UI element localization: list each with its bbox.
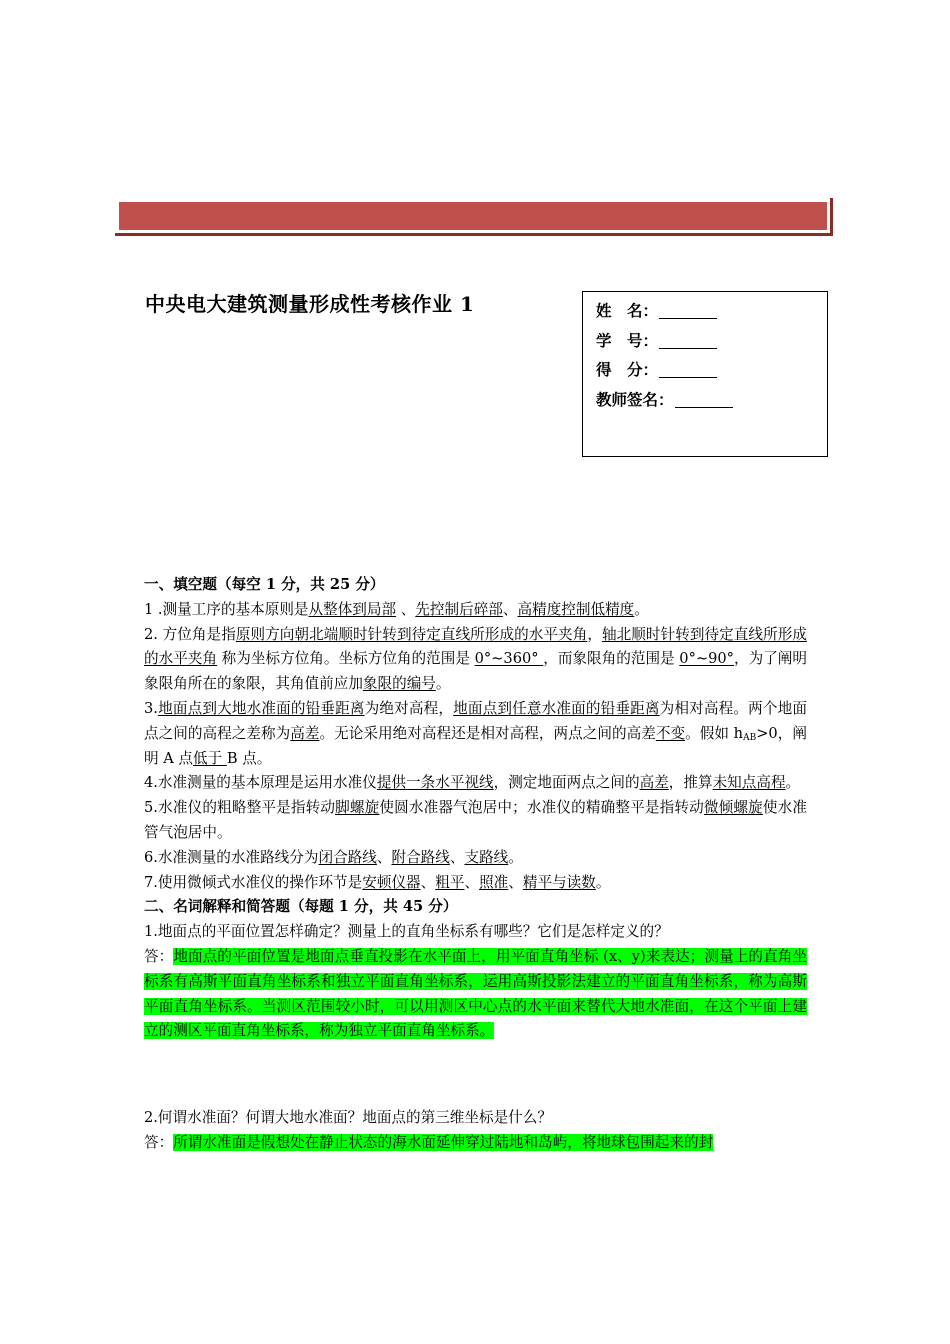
q7-text-e: 、 xyxy=(464,873,480,891)
q4-answer-3: 未知点高程 xyxy=(712,774,786,792)
q2-text-a: 2. 方位角是指 xyxy=(144,625,236,643)
q4-answer-2: 高差 xyxy=(639,774,669,792)
section-1-heading: 一、填空题（每空 1 分，共 25 分） xyxy=(144,576,385,593)
q1-text-a: 1 .测量工序的基本原则是 xyxy=(144,600,309,618)
q7-text-g: 、 xyxy=(508,873,523,891)
answer-2-text: 所谓水准面是假想处在静止状态的海水面延伸穿过陆地和岛屿，将地球包围起来的封 xyxy=(173,1133,714,1151)
answer-1-label: 答： xyxy=(144,947,174,965)
q4-text-e: ，推算 xyxy=(668,774,713,792)
q5-text-e: 使水准管气泡居中。 xyxy=(144,799,807,841)
q2-answer-1: 原则方向朝北端顺时针转到待定直线所形成的水平夹角 xyxy=(235,625,588,643)
q2-answer-3: 0°~360° xyxy=(474,650,544,668)
info-score-blank xyxy=(659,361,717,378)
q2-answer-5: 象限的编号 xyxy=(362,675,436,693)
q7-text-i: 。 xyxy=(595,873,611,891)
q3-text-g: 。无论采用绝对高程还是相对高程，两点之间的高差 xyxy=(319,724,656,742)
q3-text-i: 。假如 h xyxy=(685,724,744,742)
q3-text-c: 为绝对高程， xyxy=(364,699,454,717)
q3-text-a: 3. xyxy=(144,699,158,717)
q3-answer-1: 地面点到大地水准面的铅垂距离 xyxy=(157,699,365,717)
document-body xyxy=(144,573,807,1156)
q2-text-e: 称为坐标方位角。坐标方位角的范围是 xyxy=(217,650,475,668)
fill-question-1 xyxy=(144,598,807,623)
info-name-blank xyxy=(659,302,717,319)
section-2-heading: 二、名词解释和简答题（每题 1 分，共 45 分） xyxy=(144,898,458,916)
q5-answer-1: 脚螺旋 xyxy=(335,799,380,817)
info-student-id-row xyxy=(596,326,827,356)
fill-question-2 xyxy=(144,623,807,697)
q6-text-e: 、 xyxy=(449,848,465,866)
q1-text-e: 、 xyxy=(502,600,518,618)
q6-text-c: 、 xyxy=(376,848,392,866)
info-score-label: 得 分： xyxy=(596,360,659,379)
fill-question-5 xyxy=(144,796,807,846)
q2-answer-4: 0°~90° xyxy=(679,650,734,668)
fill-question-7 xyxy=(144,871,807,896)
q7-answer-2: 粗平 xyxy=(435,873,465,891)
q3-text-e: 为相对高程。两个地面点之间的高程之差称为 xyxy=(144,699,807,742)
q2-text-g: ，而象限角的范围是 xyxy=(543,650,680,668)
document-title: 中央电大建筑测量形成性考核作业 1 xyxy=(145,292,475,316)
q7-answer-3: 照准 xyxy=(479,873,509,891)
q2-text-i: ，为了阐明象限角所在的象限，其角值前应加 xyxy=(144,650,808,693)
fill-question-3 xyxy=(144,697,807,771)
q7-text-a: 7.使用微倾式水准仪的操作环节是 xyxy=(144,873,363,891)
q3-text-m: B 点。 xyxy=(226,749,272,767)
info-teacher-label: 教师签名： xyxy=(596,389,674,409)
q6-text-a: 6.水准测量的水准路线分为 xyxy=(144,848,319,866)
short-question-1: 1.地面点的平面位置怎样确定？测量上的直角坐标系有哪些？它们是怎样定义的？ xyxy=(144,923,669,941)
q3-subscript: AB xyxy=(743,732,757,743)
q1-answer-3: 高精度控制低精度 xyxy=(517,600,635,618)
fill-question-4 xyxy=(144,771,807,796)
q5-answer-2: 微倾螺旋 xyxy=(703,799,763,817)
q6-answer-3: 支路线 xyxy=(464,848,509,866)
short-answer-1 xyxy=(144,945,807,1044)
info-student-id-label: 学 号： xyxy=(596,330,659,350)
q3-answer-5: 低于 xyxy=(193,749,227,767)
info-student-id-blank xyxy=(659,332,717,349)
spacer xyxy=(144,1044,807,1106)
q1-answer-2: 先控制后碎部 xyxy=(415,600,503,618)
q1-text-c: 、 xyxy=(396,600,416,618)
q3-answer-3: 高差 xyxy=(290,724,320,742)
answer-1-text: 地面点的平面位置是地面点垂直投影在水平面上，用平面直角坐标 (x、y)来表达；测量上的直角坐标系有高斯平面直角坐标系和独立平面直角坐标系，运用高斯投影法建立的平面直角坐标系，称为高斯平面直角坐标系。当测区范围较小时，可以用测区中心点的水平面来替代大地水准面，在这个平面上建立的测区平面直角坐标系，称为独立平面直角坐标系。 xyxy=(144,947,807,1040)
q5-text-a: 5.水准仪的粗略整平是指转动 xyxy=(144,799,336,817)
q1-text-g: 。 xyxy=(634,600,649,618)
info-score-row xyxy=(596,355,827,385)
info-teacher-row xyxy=(596,385,827,415)
q2-text-c: ， xyxy=(587,625,602,643)
q7-text-c: 、 xyxy=(420,873,436,891)
q3-answer-4: 不变 xyxy=(655,724,686,742)
q6-text-g: 。 xyxy=(508,848,523,866)
q2-text-k: 。 xyxy=(435,675,451,693)
q6-answer-1: 闭合路线 xyxy=(318,848,377,866)
q2-answer-2: 轴北顺时针转到待定直线所形成的水平夹角 xyxy=(144,625,807,668)
q6-answer-2: 附合路线 xyxy=(391,848,450,866)
short-question-2: 2.何谓水准面？何谓大地水准面？地面点的第三维坐标是什么？ xyxy=(144,1109,552,1127)
q4-text-g: 。 xyxy=(785,774,801,792)
answer-2-label: 答： xyxy=(144,1133,174,1151)
header-banner xyxy=(115,198,833,236)
info-name-label: 姓 名： xyxy=(596,301,659,320)
q3-text-k: >0，阐明 A 点 xyxy=(144,724,807,767)
q7-answer-4: 精平与读数 xyxy=(522,873,596,891)
q4-text-c: ，测定地面两点之间的 xyxy=(493,774,640,792)
info-teacher-blank xyxy=(675,391,733,408)
q4-text-a: 4.水准测量的基本原理是运用水准仪 xyxy=(144,774,377,792)
info-name-row xyxy=(596,296,827,326)
student-info-box xyxy=(582,291,828,457)
q4-answer-1: 提供一条水平视线 xyxy=(376,774,494,792)
q5-text-c: 使圆水准器气泡居中；水准仪的精确整平是指转动 xyxy=(379,799,704,817)
q1-answer-1: 从整体到局部 xyxy=(308,600,397,618)
q7-answer-1: 安顿仪器 xyxy=(362,873,421,891)
q3-answer-2: 地面点到任意水准面的铅垂距离 xyxy=(453,699,660,717)
short-answer-2 xyxy=(144,1131,807,1156)
fill-question-6 xyxy=(144,846,807,871)
header-banner-fill xyxy=(119,202,827,230)
